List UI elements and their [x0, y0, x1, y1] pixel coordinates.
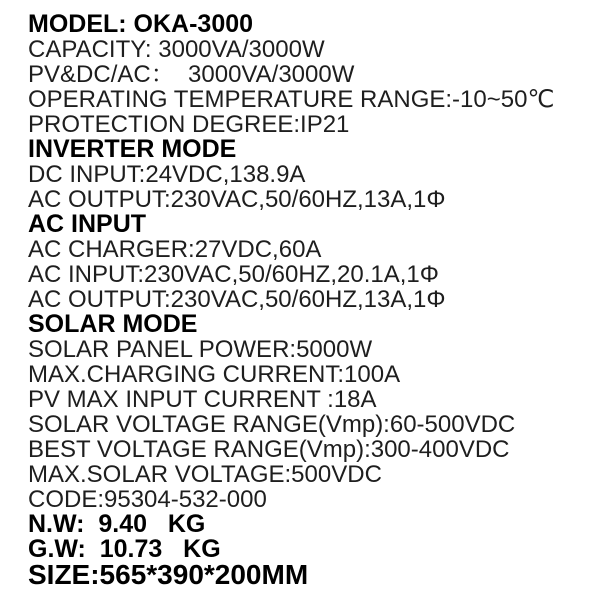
spec-best-voltage-range: BEST VOLTAGE RANGE(Vmp):300-400VDC	[28, 436, 510, 463]
spec-max-charging-current: MAX.CHARGING CURRENT:100A	[28, 361, 401, 388]
spec-protection-degree: PROTECTION DEGREE:IP21	[28, 111, 350, 138]
spec-gross-weight: G.W: 10.73 KG	[28, 535, 221, 563]
spec-ac-charger: AC CHARGER:27VDC,60A	[28, 236, 322, 263]
spec-ac-input: AC INPUT:230VAC,50/60HZ,20.1A,1Φ	[28, 261, 439, 288]
spec-dc-input: DC INPUT:24VDC,138.9A	[28, 161, 306, 188]
spec-capacity: CAPACITY: 3000VA/3000W	[28, 36, 325, 63]
spec-solar-voltage-range: SOLAR VOLTAGE RANGE(Vmp):60-500VDC	[28, 411, 516, 438]
spec-size: SIZE:565*390*200MM	[28, 559, 309, 590]
spec-pv-max-input-current: PV MAX INPUT CURRENT :18A	[28, 386, 377, 413]
heading-solar-mode: SOLAR MODE	[28, 310, 198, 338]
model-title: MODEL: OKA-3000	[28, 10, 254, 38]
spec-solar-panel-power: SOLAR PANEL POWER:5000W	[28, 336, 373, 363]
spec-pv-dc-ac: PV&DC/AC： 3000VA/3000W	[28, 61, 355, 88]
spec-code: CODE:95304-532-000	[28, 486, 267, 513]
spec-inverter-ac-output: AC OUTPUT:230VAC,50/60HZ,13A,1Φ	[28, 186, 446, 213]
heading-inverter-mode: INVERTER MODE	[28, 135, 237, 163]
heading-ac-input: AC INPUT	[28, 210, 147, 238]
spec-ac-output: AC OUTPUT:230VAC,50/60HZ,13A,1Φ	[28, 286, 446, 313]
spec-operating-temperature: OPERATING TEMPERATURE RANGE:-10~50℃	[28, 86, 555, 113]
spec-net-weight: N.W: 9.40 KG	[28, 510, 206, 538]
spec-max-solar-voltage: MAX.SOLAR VOLTAGE:500VDC	[28, 461, 382, 488]
